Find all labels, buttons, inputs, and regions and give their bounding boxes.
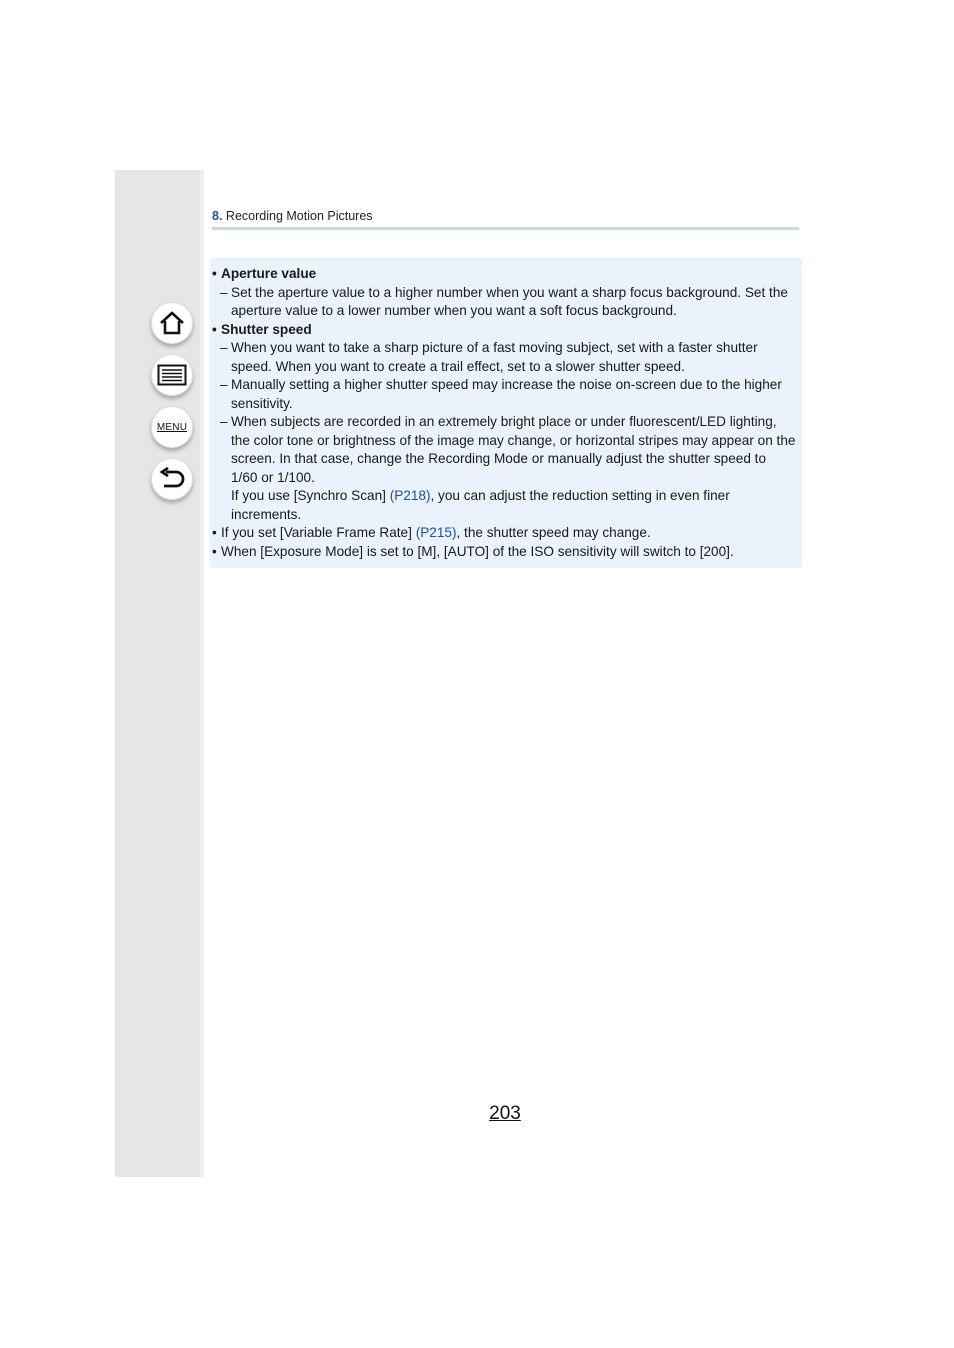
shutter-item: – When you want to take a sharp picture of a fast moving subject, set with a faster shutter speed. When you want to create a trail effect, set to a slower shutter speed. <box>220 340 758 374</box>
home-icon <box>158 310 186 336</box>
aperture-item: – Set the aperture value to a higher number when you want a sharp focus background. Set the aperture value to a lower number when you want a soft focus background. <box>220 284 788 318</box>
shutter-item: – When subjects are recorded in an extremely bright place or under fluorescent/LED lighting, the color tone or brightness of the image may change, or horizontal stripes may appear on the screen. In that case, change the Recording Mode or manually adjust the shutter speed to 1/60 or 1/100. <box>220 414 796 485</box>
aperture-heading: • Aperture value <box>212 266 317 281</box>
list-icon <box>157 364 187 386</box>
sidebar <box>115 170 204 1177</box>
synchro-scan-note: If you use [Synchro Scan] (P218), you can adjust the reduction setting in even finer increments. <box>231 488 730 522</box>
shutter-heading: • Shutter speed <box>212 321 312 337</box>
tips-box <box>210 258 802 568</box>
header-divider <box>212 227 799 230</box>
page-link-p218[interactable]: (P218) <box>389 488 431 503</box>
menu-button[interactable] <box>151 406 193 448</box>
note-item: • When [Exposure Mode] is set to [M], [AUTO] of the ISO sensitivity will switch to [200]. <box>212 543 734 559</box>
note-item: • If you set [Variable Frame Rate] (P215), the shutter speed may change. <box>212 525 651 540</box>
page-number: 203 <box>489 1103 521 1124</box>
menu-label: MENU <box>156 421 188 433</box>
chapter-number: 8. <box>212 209 223 223</box>
return-arrow-icon <box>158 467 186 491</box>
home-button[interactable] <box>151 302 193 344</box>
contents-button[interactable] <box>151 354 193 396</box>
back-button[interactable] <box>151 458 193 500</box>
page-link-p215[interactable]: (P215) <box>415 525 457 540</box>
shutter-item: – Manually setting a higher shutter speed may increase the noise on-screen due to the higher sensitivity. <box>220 377 782 411</box>
chapter-title: Recording Motion Pictures <box>225 209 373 223</box>
chapter-header <box>212 209 799 223</box>
